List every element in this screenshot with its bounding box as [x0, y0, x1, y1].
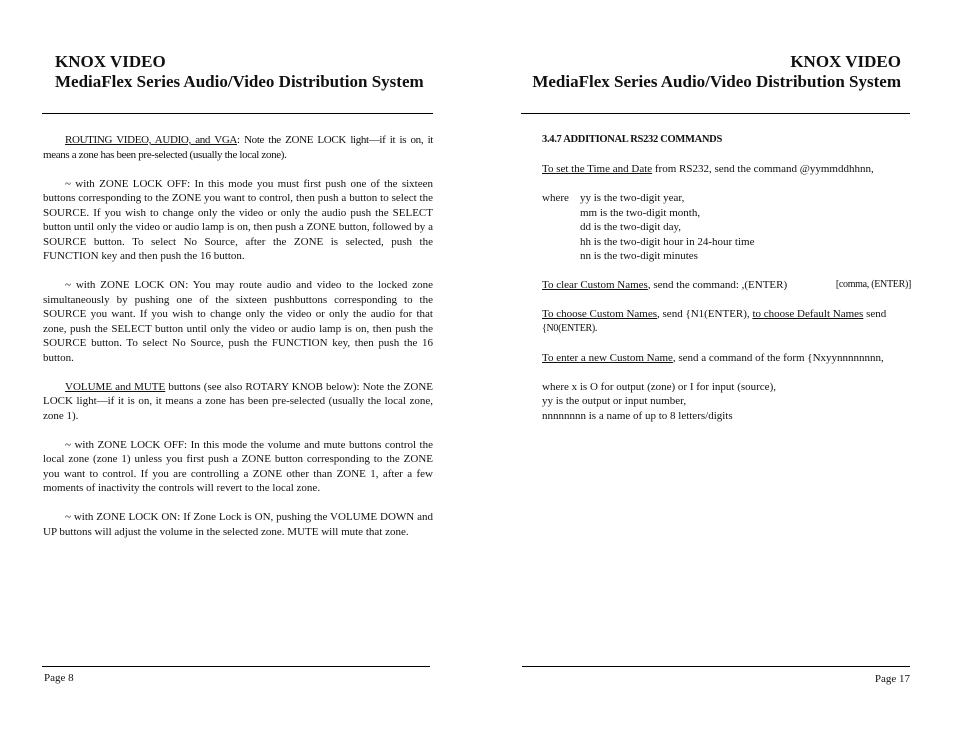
routing-title: ROUTING VIDEO, AUDIO, and VGA	[65, 134, 238, 146]
where-row	[542, 191, 911, 206]
where-item: nn is the two-digit minutes	[580, 250, 698, 262]
left-body	[43, 133, 433, 539]
clear-names-alt: [comma, (ENTER)]	[835, 279, 911, 290]
zone-lock-on-volume: ~ with ZONE LOCK ON: If Zone Lock is ON, pushing the VOLUME DOWN and UP buttons will adjust the volume in the selected zone. MUTE will mute that zone.	[43, 511, 433, 538]
zone-lock-off-volume: ~ with ZONE LOCK OFF: In this mode the volume and mute buttons control the local zone (zone 1) unless you first push a ZONE button corresponding to the ZONE you want to control. If you are controlling a ZONE other than ZONE 1, after a few moments of inactivity the controls will revert to the local zone.	[43, 438, 433, 494]
definition-line: yy is the output or input number,	[542, 395, 687, 407]
choose-names-line	[542, 307, 911, 322]
enter-name-rest: , send a command of the form {Nxyynnnnnnnn,	[672, 351, 884, 364]
routing-paragraph	[43, 133, 433, 162]
right-page	[477, 0, 954, 738]
choose-custom-link: To choose Custom Names	[542, 308, 658, 320]
time-date-rest: from RS232, send the command @yymmddhhnn,	[652, 163, 874, 175]
right-page-number: Page 17	[874, 673, 910, 685]
right-header-rule	[521, 113, 910, 114]
time-date-link: To set the Time and Date	[542, 163, 653, 175]
enter-name-line	[542, 351, 911, 366]
right-body	[542, 133, 911, 423]
section-heading: 3.4.7 ADDITIONAL RS232 COMMANDS	[542, 134, 723, 145]
left-footer-rule	[42, 666, 430, 667]
clear-names-line	[542, 278, 911, 293]
left-page-number: Page 8	[44, 672, 74, 684]
where-first: yy is the two-digit year,	[580, 192, 685, 204]
choose-mid: , send {N1(ENTER),	[657, 308, 753, 320]
zone-lock-on-routing: ~ with ZONE LOCK ON: You may route audio and video to the locked zone simultaneously by pushing one of the sixteen pushbuttons corresponding to the SOURCE you want. If you wish to change only the video or only the audio for that zone, push the SELECT button until only the video or audio lamp is on, then push the SOURCE button. To select No Source, push the FUNCTION key, then push the 16 button.	[43, 279, 433, 364]
left-header-rule	[42, 113, 433, 114]
right-footer-rule	[522, 666, 910, 667]
where-label: where	[542, 192, 569, 204]
time-date-line	[542, 162, 911, 177]
right-header-company: KNOX VIDEO	[790, 52, 901, 71]
definition-line: where x is O for output (zone) or I for input (source),	[542, 380, 776, 393]
enter-name-link: To enter a new Custom Name	[542, 351, 673, 364]
definition-line: nnnnnnnn is a name of up to 8 letters/digits	[542, 409, 733, 422]
volume-paragraph	[43, 380, 433, 424]
routing-body: : Note the ZONE LOCK light—if it is on, it means a zone has been pre-selected (usually the local zone).	[43, 134, 433, 161]
volume-title: VOLUME and MUTE	[65, 380, 166, 393]
left-header-company: KNOX VIDEO	[55, 52, 166, 71]
choose-end: send	[863, 308, 887, 320]
choose-names-line2: {N0(ENTER).	[542, 322, 598, 334]
clear-names-link: To clear Custom Names	[542, 279, 648, 291]
clear-names-rest: , send the command: ,(ENTER)	[647, 279, 788, 291]
zone-lock-off-routing: ~ with ZONE LOCK OFF: In this mode you must first push one of the sixteen buttons corresponding to the ZONE you want to control, then push a button to select the SOURCE. If you wish to change only the video or only the audio push the SELECT button until only the video or audio lamp is on, then push a ZONE button, followed by a SOURCE button. To select No Source, after the ZONE is selected, push the FUNCTION key and then push the 16 button.	[43, 177, 433, 262]
right-header-subtitle: MediaFlex Series Audio/Video Distribution System	[532, 72, 901, 91]
where-item: dd is the two-digit day,	[580, 221, 682, 233]
left-header-subtitle: MediaFlex Series Audio/Video Distribution System	[55, 72, 424, 91]
where-item: mm is the two-digit month,	[580, 206, 701, 219]
choose-default-link: to choose Default Names	[752, 308, 864, 320]
volume-body: buttons (see also ROTARY KNOB below): Note the ZONE LOCK light—if it is on, it means a zone has been pre-selected (usually the local zone, zone 1).	[43, 380, 433, 422]
where-item: hh is the two-digit hour in 24-hour time	[580, 235, 755, 248]
